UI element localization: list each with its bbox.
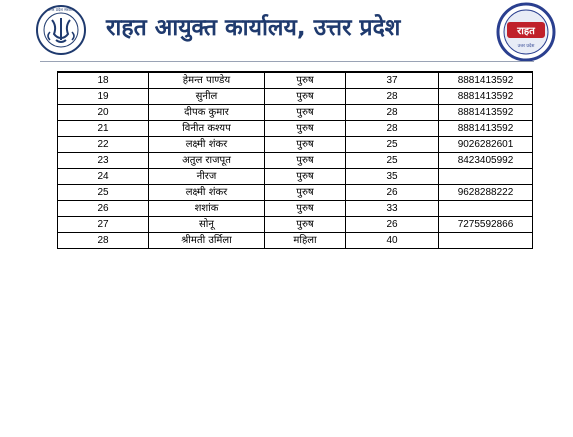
mobile-number-cell: 8881413592 <box>439 72 533 89</box>
table-row <box>58 137 533 153</box>
gender-cell: पुरुष <box>265 137 346 153</box>
age-cell: 40 <box>346 233 439 249</box>
name-cell: सोनू <box>149 217 265 233</box>
age-cell: 37 <box>346 72 439 89</box>
page-title: राहत आयुक्त कार्यालय, उत्तर प्रदेश <box>106 15 401 41</box>
mobile-number-cell: 9628288222 <box>439 185 533 201</box>
emblem-text: उत्तर प्रदेश सरकार <box>47 7 75 12</box>
gender-cell: महिला <box>265 233 346 249</box>
table-row <box>58 72 533 89</box>
age-cell: 25 <box>346 153 439 169</box>
name-cell: नीरज <box>149 169 265 185</box>
serial-number-cell: 24 <box>58 169 149 185</box>
serial-number-cell: 25 <box>58 185 149 201</box>
gender-cell: पुरुष <box>265 217 346 233</box>
serial-number-cell: 18 <box>58 72 149 89</box>
age-cell: 28 <box>346 121 439 137</box>
age-cell: 26 <box>346 217 439 233</box>
mobile-number-cell <box>439 233 533 249</box>
table-row <box>58 153 533 169</box>
serial-number-cell: 21 <box>58 121 149 137</box>
age-cell: 35 <box>346 169 439 185</box>
serial-number-cell: 23 <box>58 153 149 169</box>
name-cell: हेमन्त पाण्डेय <box>149 72 265 89</box>
table-row <box>58 233 533 249</box>
table-row <box>58 121 533 137</box>
name-cell: लक्ष्मी शंकर <box>149 185 265 201</box>
up-government-emblem-icon <box>30 4 92 56</box>
table-row <box>58 105 533 121</box>
mobile-number-cell: 9026282601 <box>439 137 533 153</box>
name-cell: श्रीमती उर्मिला <box>149 233 265 249</box>
serial-number-cell: 19 <box>58 89 149 105</box>
mobile-number-cell: 8881413592 <box>439 121 533 137</box>
name-cell: अतुल राजपूत <box>149 153 265 169</box>
serial-number-cell: 28 <box>58 233 149 249</box>
gender-cell: पुरुष <box>265 185 346 201</box>
gender-cell: पुरुष <box>265 89 346 105</box>
page-header <box>0 0 573 60</box>
rahat-logo-icon <box>494 2 558 62</box>
gender-cell: पुरुष <box>265 169 346 185</box>
table-row <box>58 201 533 217</box>
serial-number-cell: 26 <box>58 201 149 217</box>
rahat-logo-subtext: उत्तर प्रदेश <box>517 44 535 49</box>
table-body <box>58 72 533 249</box>
serial-number-cell: 20 <box>58 105 149 121</box>
table-row <box>58 169 533 185</box>
name-cell: सुनील <box>149 89 265 105</box>
age-cell: 28 <box>346 89 439 105</box>
gender-cell: पुरुष <box>265 121 346 137</box>
name-cell: विनीत कश्यप <box>149 121 265 137</box>
relief-person-table <box>57 71 533 249</box>
gender-cell: पुरुष <box>265 153 346 169</box>
gender-cell: पुरुष <box>265 105 346 121</box>
mobile-number-cell: 8881413592 <box>439 105 533 121</box>
table-row <box>58 217 533 233</box>
age-cell: 26 <box>346 185 439 201</box>
mobile-number-cell <box>439 169 533 185</box>
serial-number-cell: 27 <box>58 217 149 233</box>
name-cell: दीपक कुमार <box>149 105 265 121</box>
gender-cell: पुरुष <box>265 72 346 89</box>
mobile-number-cell: 7275592866 <box>439 217 533 233</box>
table-row <box>58 185 533 201</box>
age-cell: 28 <box>346 105 439 121</box>
mobile-number-cell: 8423405992 <box>439 153 533 169</box>
rahat-logo-text: राहत <box>517 26 535 37</box>
age-cell: 33 <box>346 201 439 217</box>
table-row <box>58 89 533 105</box>
mobile-number-cell: 8881413592 <box>439 89 533 105</box>
gender-cell: पुरुष <box>265 201 346 217</box>
header-divider <box>40 61 534 62</box>
serial-number-cell: 22 <box>58 137 149 153</box>
name-cell: शशांक <box>149 201 265 217</box>
age-cell: 25 <box>346 137 439 153</box>
name-cell: लक्ष्मी शंकर <box>149 137 265 153</box>
mobile-number-cell <box>439 201 533 217</box>
